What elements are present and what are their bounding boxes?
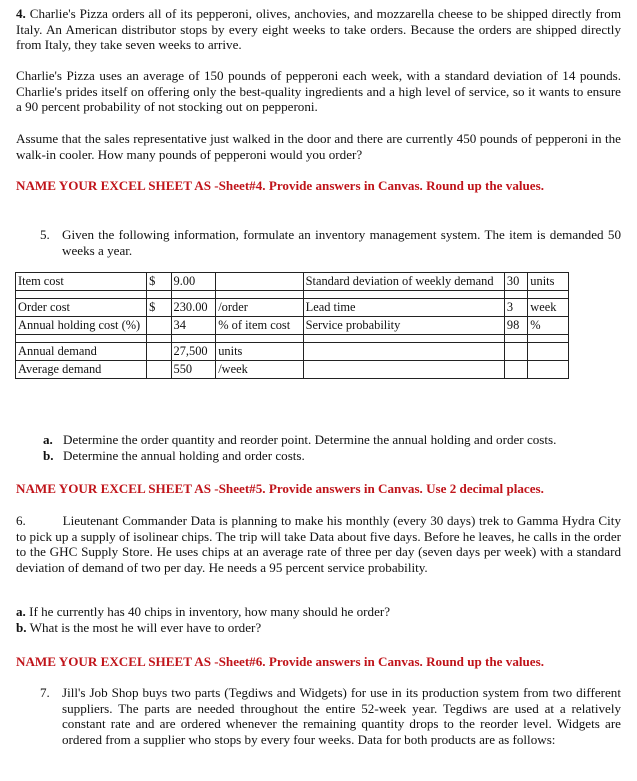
list-item-text: What is the most he will ever have to order? <box>29 619 262 635</box>
q4-intro-text: Charlie's Pizza orders all of its pepperoni, olives, anchovies, and mozzarella cheese to be shipped directly from Italy. An American distributor stops by every eight weeks to take orders. Because the orders are shipped directly from Italy, they take seven weeks to arrive. <box>16 6 621 53</box>
table-cell: 27,500 <box>171 343 216 361</box>
table-cell: 34 <box>171 317 216 335</box>
q4-paragraph-2: Charlie's Pizza uses an average of 150 pounds of pepperoni each week, with a standard deviation of 14 pounds. Charlie's prides itself on offering only the best-quality ingredients and a high level of service, so it wants to ensure a 90 percent probability of not stocking out on pepperoni. <box>16 68 621 115</box>
q6-body: Lieutenant Commander Data is planning to make his monthly (every 30 days) trek to Gamma Hydra City to pick up a supply of isolinear chips. The trip will take Data about five days. Before he leaves, he calls in the order to the GHC Supply Store. He uses chips at an average rate of three per day (seven days per week) with a standard deviation of demand of two per day. He needs a 95 percent service probability. <box>16 513 621 575</box>
list-item-label: b. <box>43 447 54 463</box>
table-cell <box>147 317 171 335</box>
list-item <box>16 604 594 620</box>
table-cell: $ <box>147 273 171 291</box>
table-cell <box>147 343 171 361</box>
list-item <box>16 620 594 636</box>
q7-text <box>40 685 621 747</box>
table-cell: 3 <box>504 299 527 317</box>
table-cell: Item cost <box>16 273 147 291</box>
table-spacer-row <box>16 335 569 343</box>
table-cell: Order cost <box>16 299 147 317</box>
q6-text <box>16 513 621 575</box>
table-cell: Annual demand <box>16 343 147 361</box>
table-cell: Annual holding cost (%) <box>16 317 147 335</box>
table-row <box>16 299 569 317</box>
table-cell <box>504 361 527 379</box>
q7-body: Jill's Job Shop buys two parts (Tegdiws and Widgets) for use in its production system from two different suppliers. The parts are needed throughout the entire 52-week year. Tegdiws are used at a relatively constant rate and are ordered whenever the remaining quantity drops to the reorder level. Widgets are ordered from a supplier who stops by every four weeks. Data for both products are as follows: <box>62 685 621 747</box>
table-cell: 9.00 <box>171 273 216 291</box>
table-row <box>16 343 569 361</box>
table-cell: units <box>216 343 303 361</box>
table-cell: /week <box>216 361 303 379</box>
table-row <box>16 361 569 379</box>
q6-excel-instruction: NAME YOUR EXCEL SHEET AS -Sheet#6. Provide answers in Canvas. Round up the values. <box>16 654 544 669</box>
table-cell: Service probability <box>303 317 504 335</box>
list-item-label: b. <box>16 619 27 635</box>
table-cell: 30 <box>504 273 527 291</box>
table-cell: /order <box>216 299 303 317</box>
q4-number: 4. <box>16 6 26 21</box>
table-cell: week <box>528 299 569 317</box>
table-cell: $ <box>147 299 171 317</box>
list-item-text: If he currently has 40 chips in inventory, how many should he order? <box>29 604 391 619</box>
table-cell <box>528 343 569 361</box>
table-cell: Lead time <box>303 299 504 317</box>
table-cell <box>147 361 171 379</box>
q5-info-table <box>15 272 569 379</box>
table-cell <box>528 361 569 379</box>
table-cell: units <box>528 273 569 291</box>
list-item <box>43 448 621 464</box>
table-cell: 230.00 <box>171 299 216 317</box>
q6-subquestions <box>16 604 594 635</box>
q7-number: 7. <box>40 685 50 700</box>
q5-text <box>40 227 621 258</box>
table-cell <box>303 361 504 379</box>
table-cell <box>216 273 303 291</box>
table-cell: Standard deviation of weekly demand <box>303 273 504 291</box>
table-cell <box>303 343 504 361</box>
q5-excel-instruction: NAME YOUR EXCEL SHEET AS -Sheet#5. Provide answers in Canvas. Use 2 decimal places. <box>16 481 544 496</box>
list-item-label: a. <box>16 604 26 619</box>
list-item-text: Determine the annual holding and order costs. <box>63 447 305 463</box>
q4-paragraph-3: Assume that the sales representative just walked in the door and there are currently 450 pounds of pepperoni in the walk-in cooler. How many pounds of pepperoni would you order? <box>16 131 621 162</box>
list-item-label: a. <box>43 432 53 447</box>
table-cell: 550 <box>171 361 216 379</box>
q4-intro <box>16 6 621 53</box>
list-item <box>43 432 621 448</box>
q5-body: Given the following information, formulate an inventory management system. The item is demanded 50 weeks a year. <box>62 227 621 258</box>
table-cell <box>504 343 527 361</box>
q4-excel-instruction: NAME YOUR EXCEL SHEET AS -Sheet#4. Provide answers in Canvas. Round up the values. <box>16 178 544 193</box>
q6-number: 6. <box>16 513 26 528</box>
table-cell: % of item cost <box>216 317 303 335</box>
q5-subquestions <box>43 432 621 463</box>
table-spacer-row <box>16 291 569 299</box>
table-cell: 98 <box>504 317 527 335</box>
q5-number: 5. <box>40 227 50 242</box>
table-row <box>16 317 569 335</box>
table-cell: % <box>528 317 569 335</box>
table-row <box>16 273 569 291</box>
list-item-text: Determine the order quantity and reorder point. Determine the annual holding and order costs. <box>63 432 557 447</box>
table-cell: Average demand <box>16 361 147 379</box>
